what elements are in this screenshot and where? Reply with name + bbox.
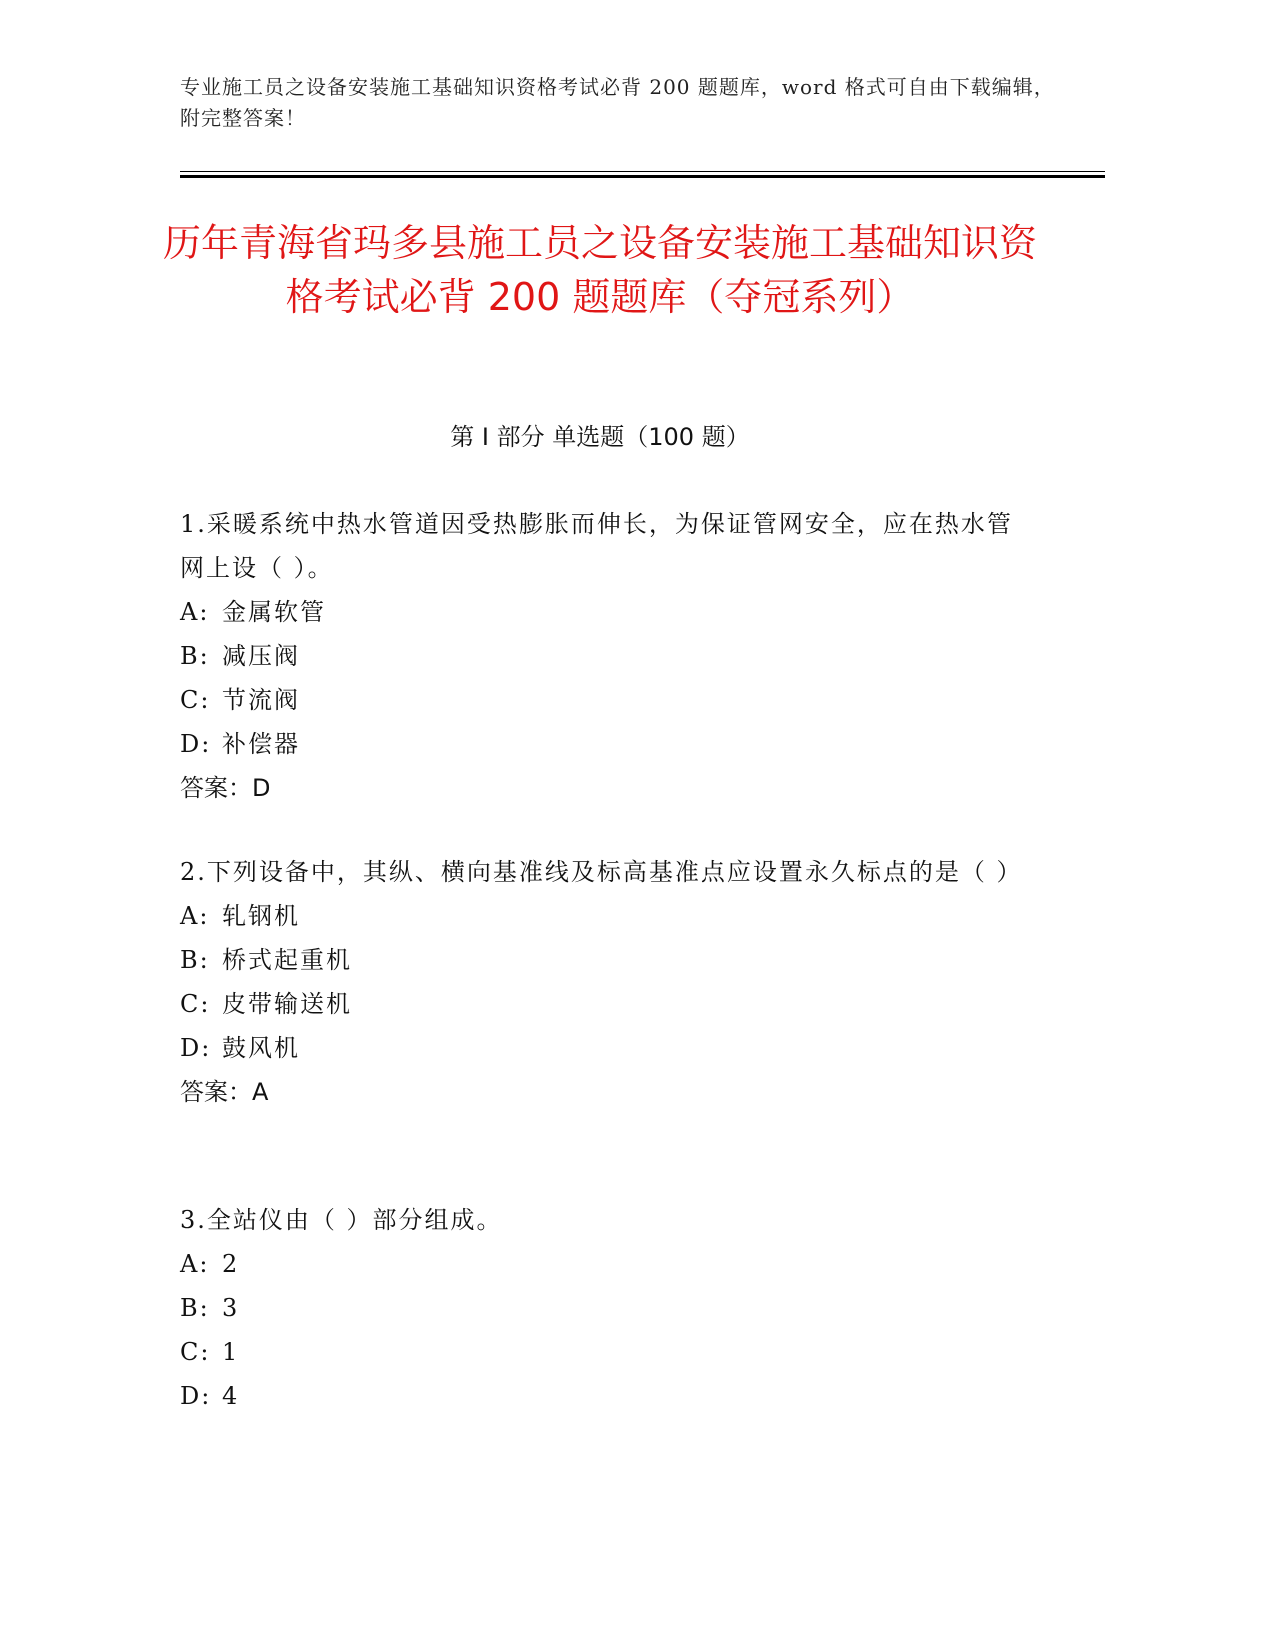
option-text: 2 xyxy=(222,1250,240,1278)
option-text: 3 xyxy=(222,1294,240,1322)
option-d xyxy=(180,1026,1020,1070)
option-key: A: xyxy=(180,598,210,626)
header-note: 专业施工员之设备安装施工基础知识资格考试必背 200 题题库，word 格式可自由下载编辑，附完整答案！ xyxy=(180,75,1055,130)
option-text: 鼓风机 xyxy=(222,1034,300,1062)
option-key: D: xyxy=(180,1382,212,1410)
option-key: A: xyxy=(180,902,210,930)
option-d xyxy=(180,1374,1020,1418)
option-c xyxy=(180,982,1020,1026)
section-heading: 第 I 部分 单选题（100 题） xyxy=(450,423,750,451)
option-text: 1 xyxy=(222,1338,240,1366)
question-3 xyxy=(180,1198,1020,1418)
option-key: D: xyxy=(180,1034,212,1062)
option-c xyxy=(180,678,1020,722)
option-text: 轧钢机 xyxy=(222,902,300,930)
option-b xyxy=(180,938,1020,982)
option-text: 皮带输送机 xyxy=(222,990,352,1018)
option-key: B: xyxy=(180,642,210,670)
header-divider-thick xyxy=(180,175,1105,178)
option-key: B: xyxy=(180,946,210,974)
question-2 xyxy=(180,850,1023,1114)
option-key: C: xyxy=(180,990,211,1018)
option-key: D: xyxy=(180,730,212,758)
option-d xyxy=(180,722,1020,766)
option-text: 4 xyxy=(222,1382,240,1410)
option-text: 补偿器 xyxy=(222,730,300,758)
option-c xyxy=(180,1330,1020,1374)
option-key: A: xyxy=(180,1250,210,1278)
option-text: 桥式起重机 xyxy=(222,946,352,974)
option-text: 节流阀 xyxy=(222,686,300,714)
option-key: C: xyxy=(180,686,211,714)
option-a xyxy=(180,590,1020,634)
question-stem: 2.下列设备中，其纵、横向基准线及标高基准点应设置永久标点的是（ ） xyxy=(180,858,1023,886)
option-a xyxy=(180,1242,1020,1286)
option-text: 金属软管 xyxy=(222,598,326,626)
option-b xyxy=(180,634,1020,678)
option-key: C: xyxy=(180,1338,211,1366)
question-stem: 3.全站仪由（ ）部分组成。 xyxy=(180,1206,503,1234)
document-title: 历年青海省玛多县施工员之设备安装施工基础知识资格考试必背 200 题题库（夺冠系列） xyxy=(162,221,1037,319)
answer-line: 答案：A xyxy=(180,1078,269,1106)
option-key: B: xyxy=(180,1294,210,1322)
header-divider-thin xyxy=(180,171,1105,172)
option-text: 减压阀 xyxy=(222,642,300,670)
question-1 xyxy=(180,502,1020,810)
answer-line: 答案：D xyxy=(180,774,271,802)
question-stem: 1.采暖系统中热水管道因受热膨胀而伸长，为保证管网安全，应在热水管网上设（ ）。 xyxy=(180,510,1013,582)
option-b xyxy=(180,1286,1020,1330)
option-a xyxy=(180,894,1020,938)
